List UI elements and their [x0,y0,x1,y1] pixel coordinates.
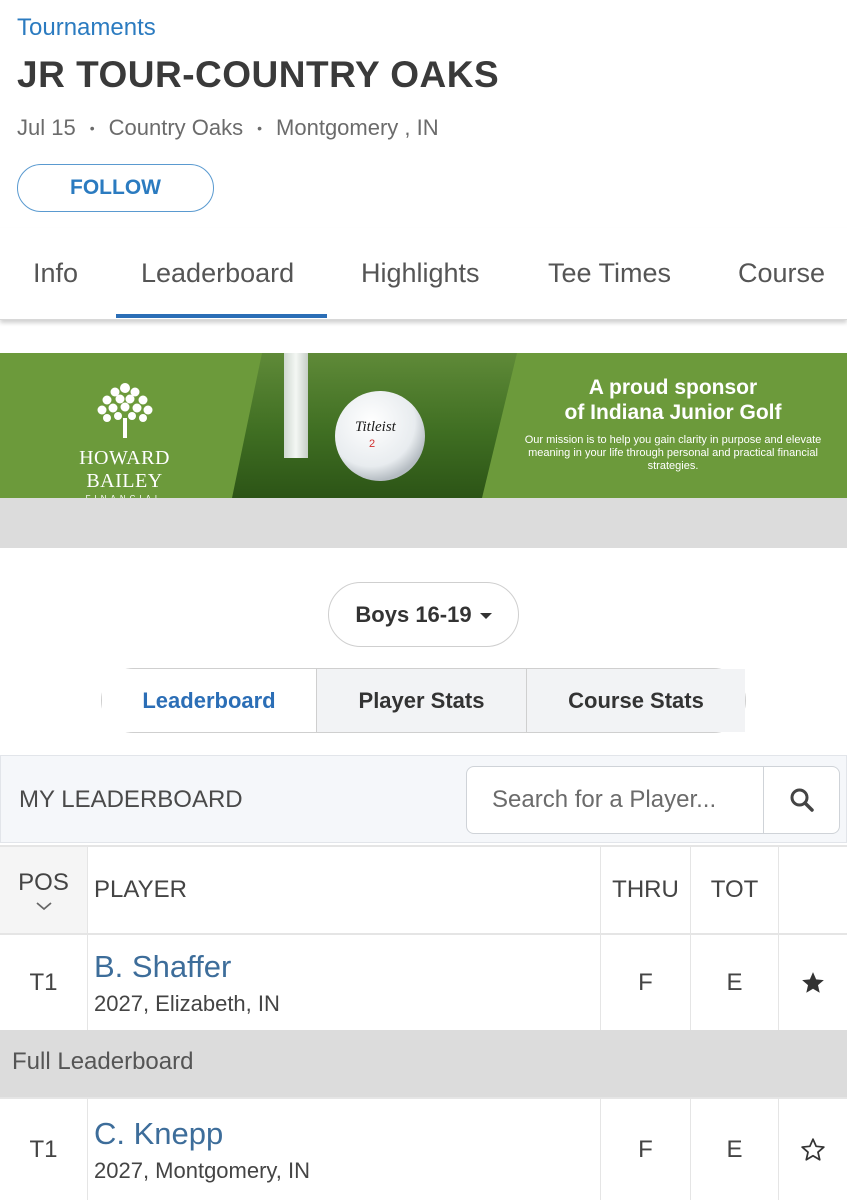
ball-brand-text: Titleist [355,419,396,435]
separator-dot: • [257,120,263,136]
full-leaderboard-label: Full Leaderboard [12,1048,194,1075]
search-input[interactable] [467,767,763,833]
segment-player-stats[interactable]: Player Stats [317,669,527,732]
my-leaderboard-bar [0,755,847,843]
star-outline-icon [800,1137,826,1163]
favorite-toggle[interactable] [779,935,847,1030]
tab-tee-times[interactable]: Tee Times [548,258,672,288]
favorite-toggle[interactable] [779,1099,847,1200]
pos-header[interactable] [0,847,88,933]
my-leaderboard-label: MY LEADERBOARD [19,786,243,813]
tot-header: TOT [691,847,779,933]
table-row[interactable] [0,933,847,1030]
event-date: Jul 15 [17,115,76,140]
search-icon [789,787,815,813]
thru-header: THRU [601,847,691,933]
golf-ball-image [333,389,427,483]
sponsor-headline-2: of Indiana Junior Golf [564,401,782,424]
page-title: JR TOUR-COUNTRY OAKS [17,54,500,95]
position-cell: T1 [0,1099,88,1200]
search-button[interactable] [763,767,839,833]
player-info: 2027, Elizabeth, IN [94,990,280,1016]
event-location: Montgomery , IN [276,115,439,140]
tab-bar [0,228,847,320]
active-tab-indicator [116,314,327,318]
thru-cell: F [601,1099,691,1200]
ball-number: 2 [369,438,376,450]
thru-cell: F [601,935,691,1030]
event-meta [17,114,830,142]
flag-pin [284,353,308,458]
follow-button[interactable]: FOLLOW [17,164,214,212]
star-filled-icon [800,970,826,996]
player-name-link[interactable]: C. Knepp [94,1115,224,1151]
table-header-row [0,845,847,933]
player-name-link[interactable]: B. Shaffer [94,948,232,984]
sort-chevron-down-icon [35,901,53,911]
player-search [466,766,840,834]
player-cell [88,935,601,1030]
player-info: 2027, Montgomery, IN [94,1157,311,1183]
tab-leaderboard[interactable]: Leaderboard [141,258,295,288]
sponsor-message [517,375,829,473]
segment-course-stats[interactable]: Course Stats [527,669,745,732]
sponsor-name: HOWARD BAILEY [79,447,170,492]
division-dropdown[interactable] [328,582,519,647]
tree-icon [93,380,157,440]
caret-down-icon [480,613,492,619]
tournament-header [0,0,847,228]
tab-course[interactable]: Course [738,258,826,288]
view-segmented-control [101,668,746,733]
table-row[interactable] [0,1097,847,1200]
player-cell [88,1099,601,1200]
total-cell: E [691,1099,779,1200]
pos-header-label: POS [18,869,69,896]
event-course: Country Oaks [108,115,244,140]
banner-spacer [0,498,847,548]
sponsor-body: Our mission is to help you gain clarity in purpose and elevate meaning in your life through personal and practical financial strategies. [524,434,822,472]
breadcrumb-tournaments[interactable]: Tournaments [17,14,156,41]
separator-dot: • [89,120,95,136]
full-leaderboard-header [0,1030,847,1097]
total-cell: E [691,935,779,1030]
tab-info[interactable]: Info [33,258,79,288]
sponsor-headline-1: A proud sponsor [588,376,758,399]
favorite-header [779,847,847,933]
sponsor-logo [42,380,207,503]
player-header: PLAYER [88,847,601,933]
division-selected: Boys 16-19 [355,601,472,627]
segment-leaderboard[interactable]: Leaderboard [102,669,317,732]
position-cell: T1 [0,935,88,1030]
tab-highlights[interactable]: Highlights [361,258,480,288]
